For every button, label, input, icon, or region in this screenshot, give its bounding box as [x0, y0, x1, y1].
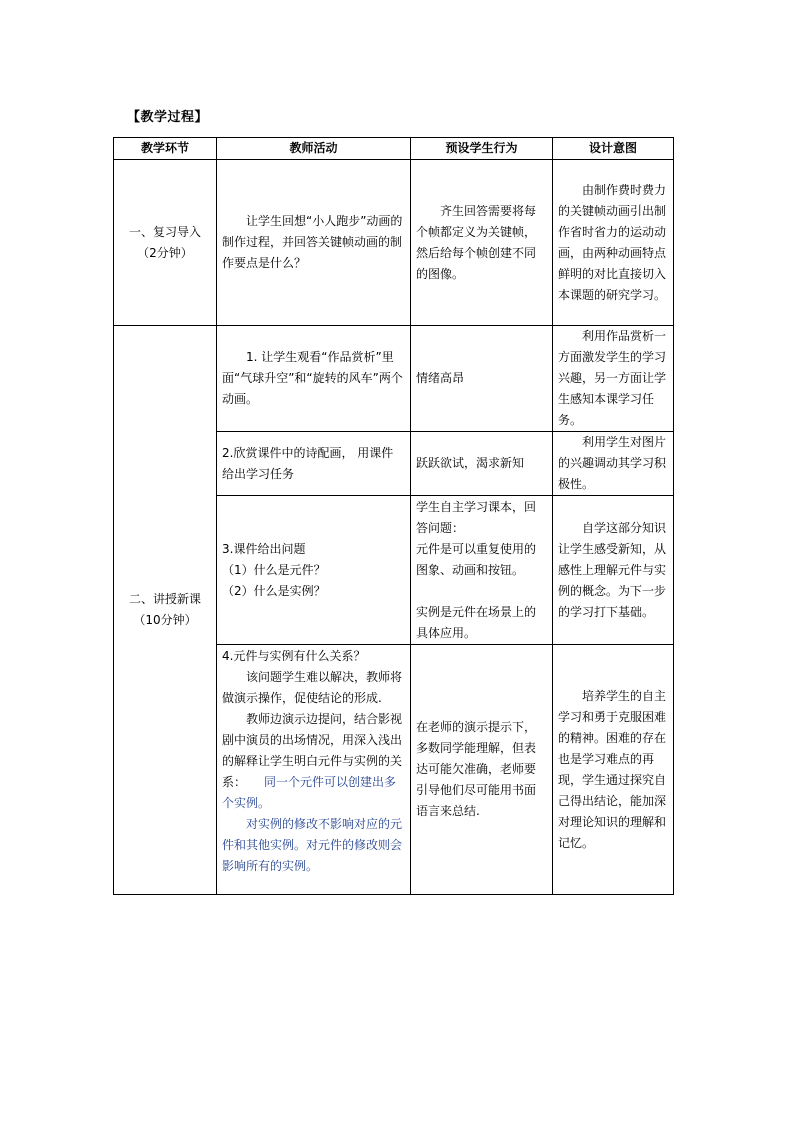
student-behavior-poem-text: 跃跃欲试，渴求新知	[416, 456, 525, 470]
teaching-process-table	[113, 137, 674, 895]
teacher-activity-concepts-line: （1）什么是元件？	[222, 562, 326, 577]
student-behavior-appreciation-text: 情绪高昂	[416, 371, 465, 385]
teacher-activity-appreciation	[217, 326, 411, 432]
design-intent-concepts	[553, 496, 674, 645]
student-behavior-concepts	[411, 496, 553, 645]
teacher-activity-relationship-highlight: 对实例的修改不影响对应的元件和其他实例。对元件的修改则会影响所有的实例。	[222, 817, 403, 873]
teacher-activity-relationship-explain: 教师边演示边提问，结合影视剧中演员的出场情况，用深入浅出的解释让学生明白元件与实例的关系：	[222, 712, 403, 789]
teacher-activity-relationship	[217, 645, 411, 895]
design-intent-relationship	[553, 645, 674, 895]
student-behavior-appreciation	[411, 326, 553, 432]
teacher-activity-poem-text: 2.欣赏课件中的诗配画， 用课件给出学习任务	[222, 445, 394, 481]
stage-new-lesson-time: （10分钟）	[133, 613, 197, 627]
design-intent-appreciation-text: 利用作品赏析一方面激发学生的学习兴趣，另一方面让学生感知本课学习任务。	[558, 329, 667, 427]
student-behavior-relationship-text: 在老师的演示提示下，多数同学能理解，但表达可能欠准确，老师要引导他们尽可能用书面语言来总结.	[416, 720, 537, 818]
student-behavior-concepts-text: 实例是元件在场景上的具体应用。	[416, 605, 537, 640]
teacher-activity-relationship-text: 该问题学生难以解决，教师将做演示操作，促使结论的形成.	[222, 670, 403, 705]
student-behavior-relationship	[411, 645, 553, 895]
student-behavior-review-text: 齐生回答需要将每个帧都定义为关键帧，然后给每个帧创建不同的图像。	[416, 203, 537, 281]
stage-new-lesson-name: 二、讲授新课	[128, 592, 201, 606]
table-header-row	[114, 138, 674, 160]
stage-review	[114, 160, 217, 326]
stage-new-lesson	[114, 326, 217, 895]
student-behavior-review	[411, 160, 553, 326]
header-teacher-activity: 教师活动	[217, 138, 411, 160]
header-stage: 教学环节	[114, 138, 217, 160]
student-behavior-poem	[411, 432, 553, 496]
design-intent-review	[553, 160, 674, 326]
student-behavior-concepts-text: 元件是可以重复使用的图象、动画和按钮。	[416, 542, 537, 577]
teacher-activity-concepts-line: （2）什么是实例？	[222, 583, 326, 598]
stage-review-time: （2分钟）	[137, 245, 193, 260]
design-intent-concepts-text: 自学这部分知识让学生感受新知，从感性上理解元件与实例的概念。为下一步的学习打下基础。	[558, 520, 667, 619]
table-row-appreciation	[114, 326, 674, 432]
design-intent-poem	[553, 432, 674, 496]
teacher-activity-appreciation-text: 1. 让学生观看“作品赏析”里面“气球升空”和“旋转的风车”两个动画。	[222, 350, 403, 406]
header-student-behavior: 预设学生行为	[411, 138, 553, 160]
table-row-review	[114, 160, 674, 326]
teacher-activity-concepts	[217, 496, 411, 645]
student-behavior-concepts-text: 学生自主学习课本，回答问题：	[416, 500, 537, 535]
header-design-intent: 设计意图	[553, 138, 674, 160]
teacher-activity-relationship-question: 4.元件与实例有什么关系？	[222, 649, 366, 663]
stage-review-name: 一、复习导入	[128, 224, 201, 239]
design-intent-appreciation	[553, 326, 674, 432]
section-title: 【教学过程】	[127, 110, 209, 125]
design-intent-review-text: 由制作费时费力的关键帧动画引出制作省时省力的运动动画，由两种动画特点鲜明的对比直接切入本课题的研究学习。	[558, 182, 667, 302]
design-intent-poem-text: 利用学生对图片的兴趣调动其学习积极性。	[558, 435, 667, 491]
teacher-activity-review	[217, 160, 411, 326]
teacher-activity-concepts-line: 3.课件给出问题	[222, 541, 306, 556]
teacher-activity-poem	[217, 432, 411, 496]
teacher-activity-relationship-text	[222, 709, 405, 814]
teacher-activity-relationship-highlight: 同一个元件可以创建出多个实例。	[222, 775, 397, 810]
design-intent-relationship-text: 培养学生的自主学习和勇于克服困难的精神。困难的存在也是学习难点的再现，学生通过探究自己得出结论，能加深对理论知识的理解和记忆。	[558, 688, 667, 850]
teacher-activity-review-text: 让学生回想“小人跑步”动画的制作过程，并回答关键帧动画的制作要点是什么？	[222, 214, 403, 270]
